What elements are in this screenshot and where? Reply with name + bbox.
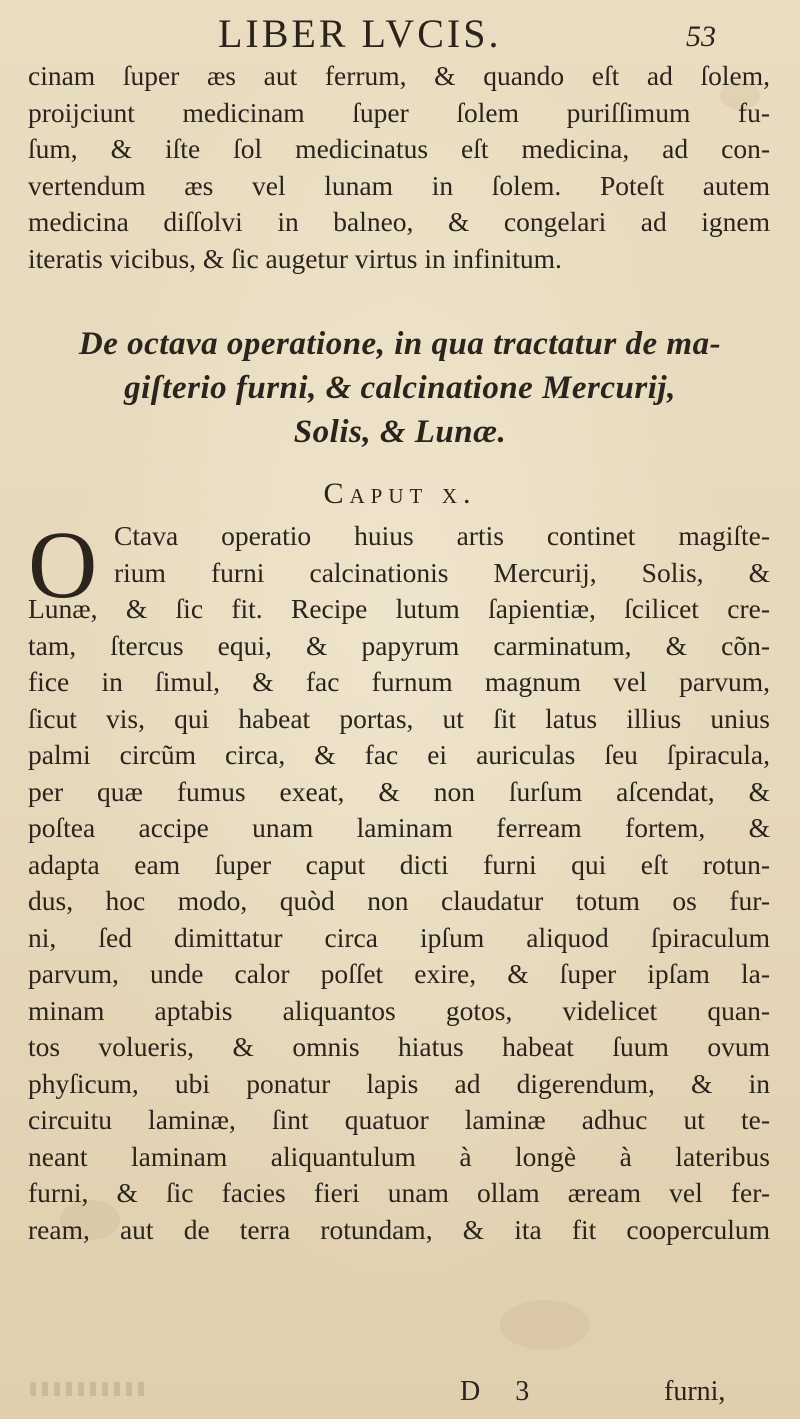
chapter-heading [20, 322, 780, 454]
page-number: 53 [686, 20, 716, 53]
text-line: ſum, & iſte ſol medicinatus eſt medicina, ad con- [28, 133, 770, 164]
text-line: tos volueris, & omnis hiatus habeat ſuum ovum [28, 1031, 770, 1062]
paper-stain [500, 1300, 590, 1350]
text-line: Lunæ, & ſic fit. Recipe lutum ſapientiæ, ſcilicet cre- [28, 593, 770, 624]
heading-line: giſterio furni, & calcinatione Mercurij, [124, 370, 676, 406]
running-title: LIBER LVCIS. [218, 11, 502, 56]
text-line: phyſicum, ubi ponatur lapis ad digerendum, & in [28, 1067, 770, 1099]
text-line: neant laminam aliquantulum à longè à lateribus [28, 1140, 770, 1172]
text-line: fice in ſimul, & fac furnum magnum vel parvum, [28, 666, 770, 697]
text-line: Ctava operatio huius artis continet magiſte- [114, 520, 770, 551]
heading-line: Solis, & Lunæ. [293, 414, 507, 450]
chapter-body [28, 511, 770, 1248]
text-line: parvum, unde calor poſſet exire, & ſuper ipſam la- [28, 958, 770, 989]
text-line: palmi circũm circa, & fac ei auriculas ſeu ſpiracula, [28, 739, 770, 770]
text-line: circuitu laminæ, ſint quatuor laminæ adhuc ut te- [28, 1104, 770, 1135]
text-line: minam aptabis aliquantos gotos, videlicet quan- [28, 994, 770, 1026]
text-line: furni, & ſic facies fieri unam ollam æream vel fer- [28, 1177, 770, 1208]
text-line: dus, hoc modo, quòd non claudatur totum os fur- [28, 885, 770, 916]
text-line: medicina diſſolvi in balneo, & congelari ad ignem [28, 206, 770, 237]
text-line: rium furni calcinationis Mercurij, Solis, & [114, 556, 770, 588]
text-line: ſicut vis, qui habeat portas, ut ſit latus illius unius [28, 702, 770, 734]
paragraph-top [28, 58, 770, 277]
text-line: per quæ fumus exeat, & non ſurſum aſcendat, & [28, 775, 770, 807]
text-line: poſtea accipe unam laminam ferream fortem, & [28, 812, 770, 843]
text-line: ream, aut de terra rotundam, & ita fit cooperculum [28, 1213, 770, 1245]
page-footer [28, 1376, 770, 1416]
chapter-number: Caput x. [323, 477, 477, 510]
catchword: furni, [664, 1376, 726, 1407]
text-line: proijciunt medicinam ſuper ſolem puriſſimum fu- [28, 96, 770, 128]
text-line: cinam ſuper æs aut ferrum, & quando eſt ad ſolem, [28, 60, 770, 91]
heading-line: De octava operatione, in qua tractatur de ma- [78, 326, 722, 362]
text-line: ni, ſed dimittatur circa ipſum aliquod ſpiraculum [28, 921, 770, 953]
page-header [0, 6, 800, 54]
signature-mark: D 3 [460, 1376, 544, 1407]
text-line: vertendum æs vel lunam in ſolem. Poteſt autem [28, 169, 770, 201]
text-line: iteratis vicibus, & ſic augetur virtus in infinitum. [28, 242, 562, 274]
text-line: tam, ſtercus equi, & papyrum carminatum, & cõn- [28, 629, 770, 661]
text-line: adapta eam ſuper caput dicti furni qui eſt rotun- [28, 848, 770, 880]
drop-cap: O [28, 511, 98, 618]
